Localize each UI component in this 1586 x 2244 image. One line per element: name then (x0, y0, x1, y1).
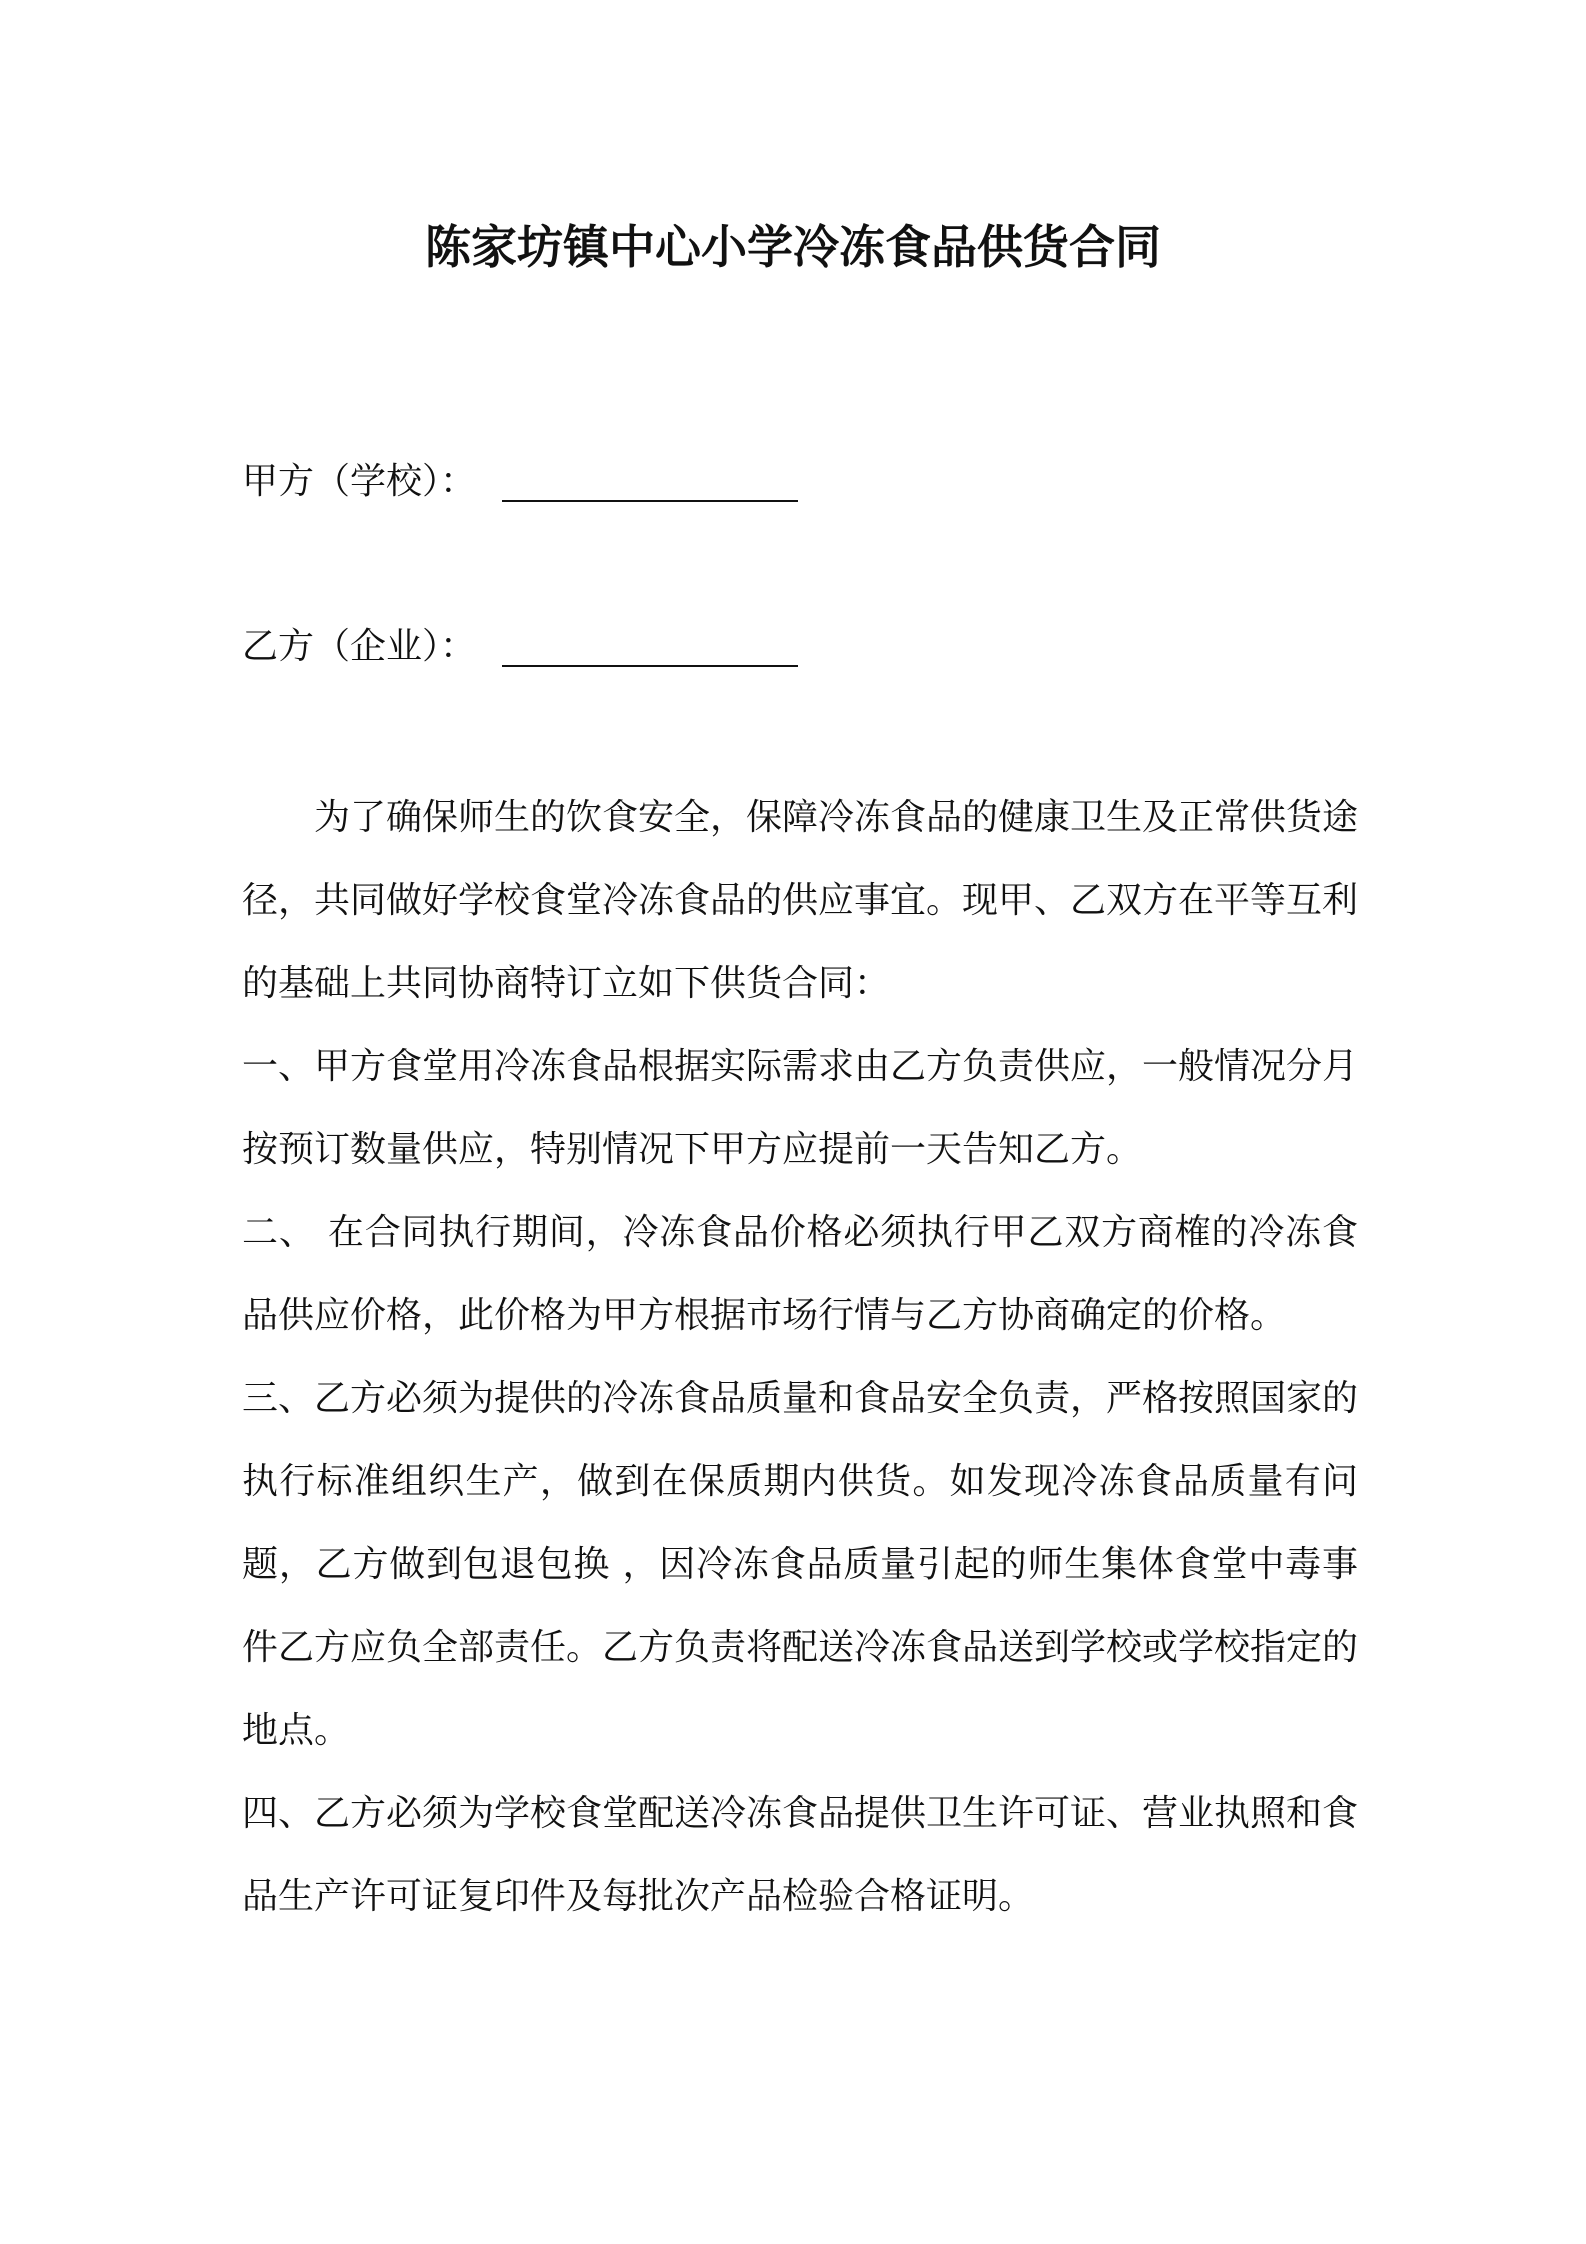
party-a-line (242, 452, 798, 512)
party-a-blank-line (502, 462, 798, 502)
party-b-label: 乙方（企业）： (242, 626, 477, 667)
clause-3: 三、乙方必须为提供的冷冻食品质量和食品安全负责，严格按照国家的执行标准组织生产，做到在保质期内供货。如发现冷冻食品质量有问题，乙方做到包退包换 ，因冷冻食品质量引起的师生集体食堂中毒事件乙方应负全部责任。乙方负责将配送冷冻食品送到学校或学校指定的地点。 (242, 1378, 1359, 1751)
clause-4: 四、乙方必须为学校食堂配送冷冻食品提供卫生许可证、营业执照和食品生产许可证复印件及每批次产品检验合格证明。 (242, 1793, 1359, 1917)
party-a-label: 甲方（学校）： (242, 461, 477, 502)
document-title: 陈家坊镇中心小学冷冻食品供货合同 (425, 220, 1161, 274)
intro-paragraph: 为了确保师生的饮食安全，保障冷冻食品的健康卫生及正常供货途径，共同做好学校食堂冷冻食品的供应事宜。现甲、乙双方在平等互利的基础上共同协商特订立如下供货合同： (242, 797, 1359, 1004)
contract-body (242, 776, 1358, 1938)
clause-1: 一、甲方食堂用冷冻食品根据实际需求由乙方负责供应，一般情况分月按预订数量供应，特别情况下甲方应提前一天告知乙方。 (242, 1046, 1359, 1170)
party-b-line (242, 617, 798, 677)
clause-2: 二、 在合同执行期间，冷冻食品价格必须执行甲乙双方商榷的冷冻食品供应价格，此价格为甲方根据市场行情与乙方协商确定的价格。 (242, 1212, 1358, 1336)
party-b-blank-line (502, 627, 798, 667)
